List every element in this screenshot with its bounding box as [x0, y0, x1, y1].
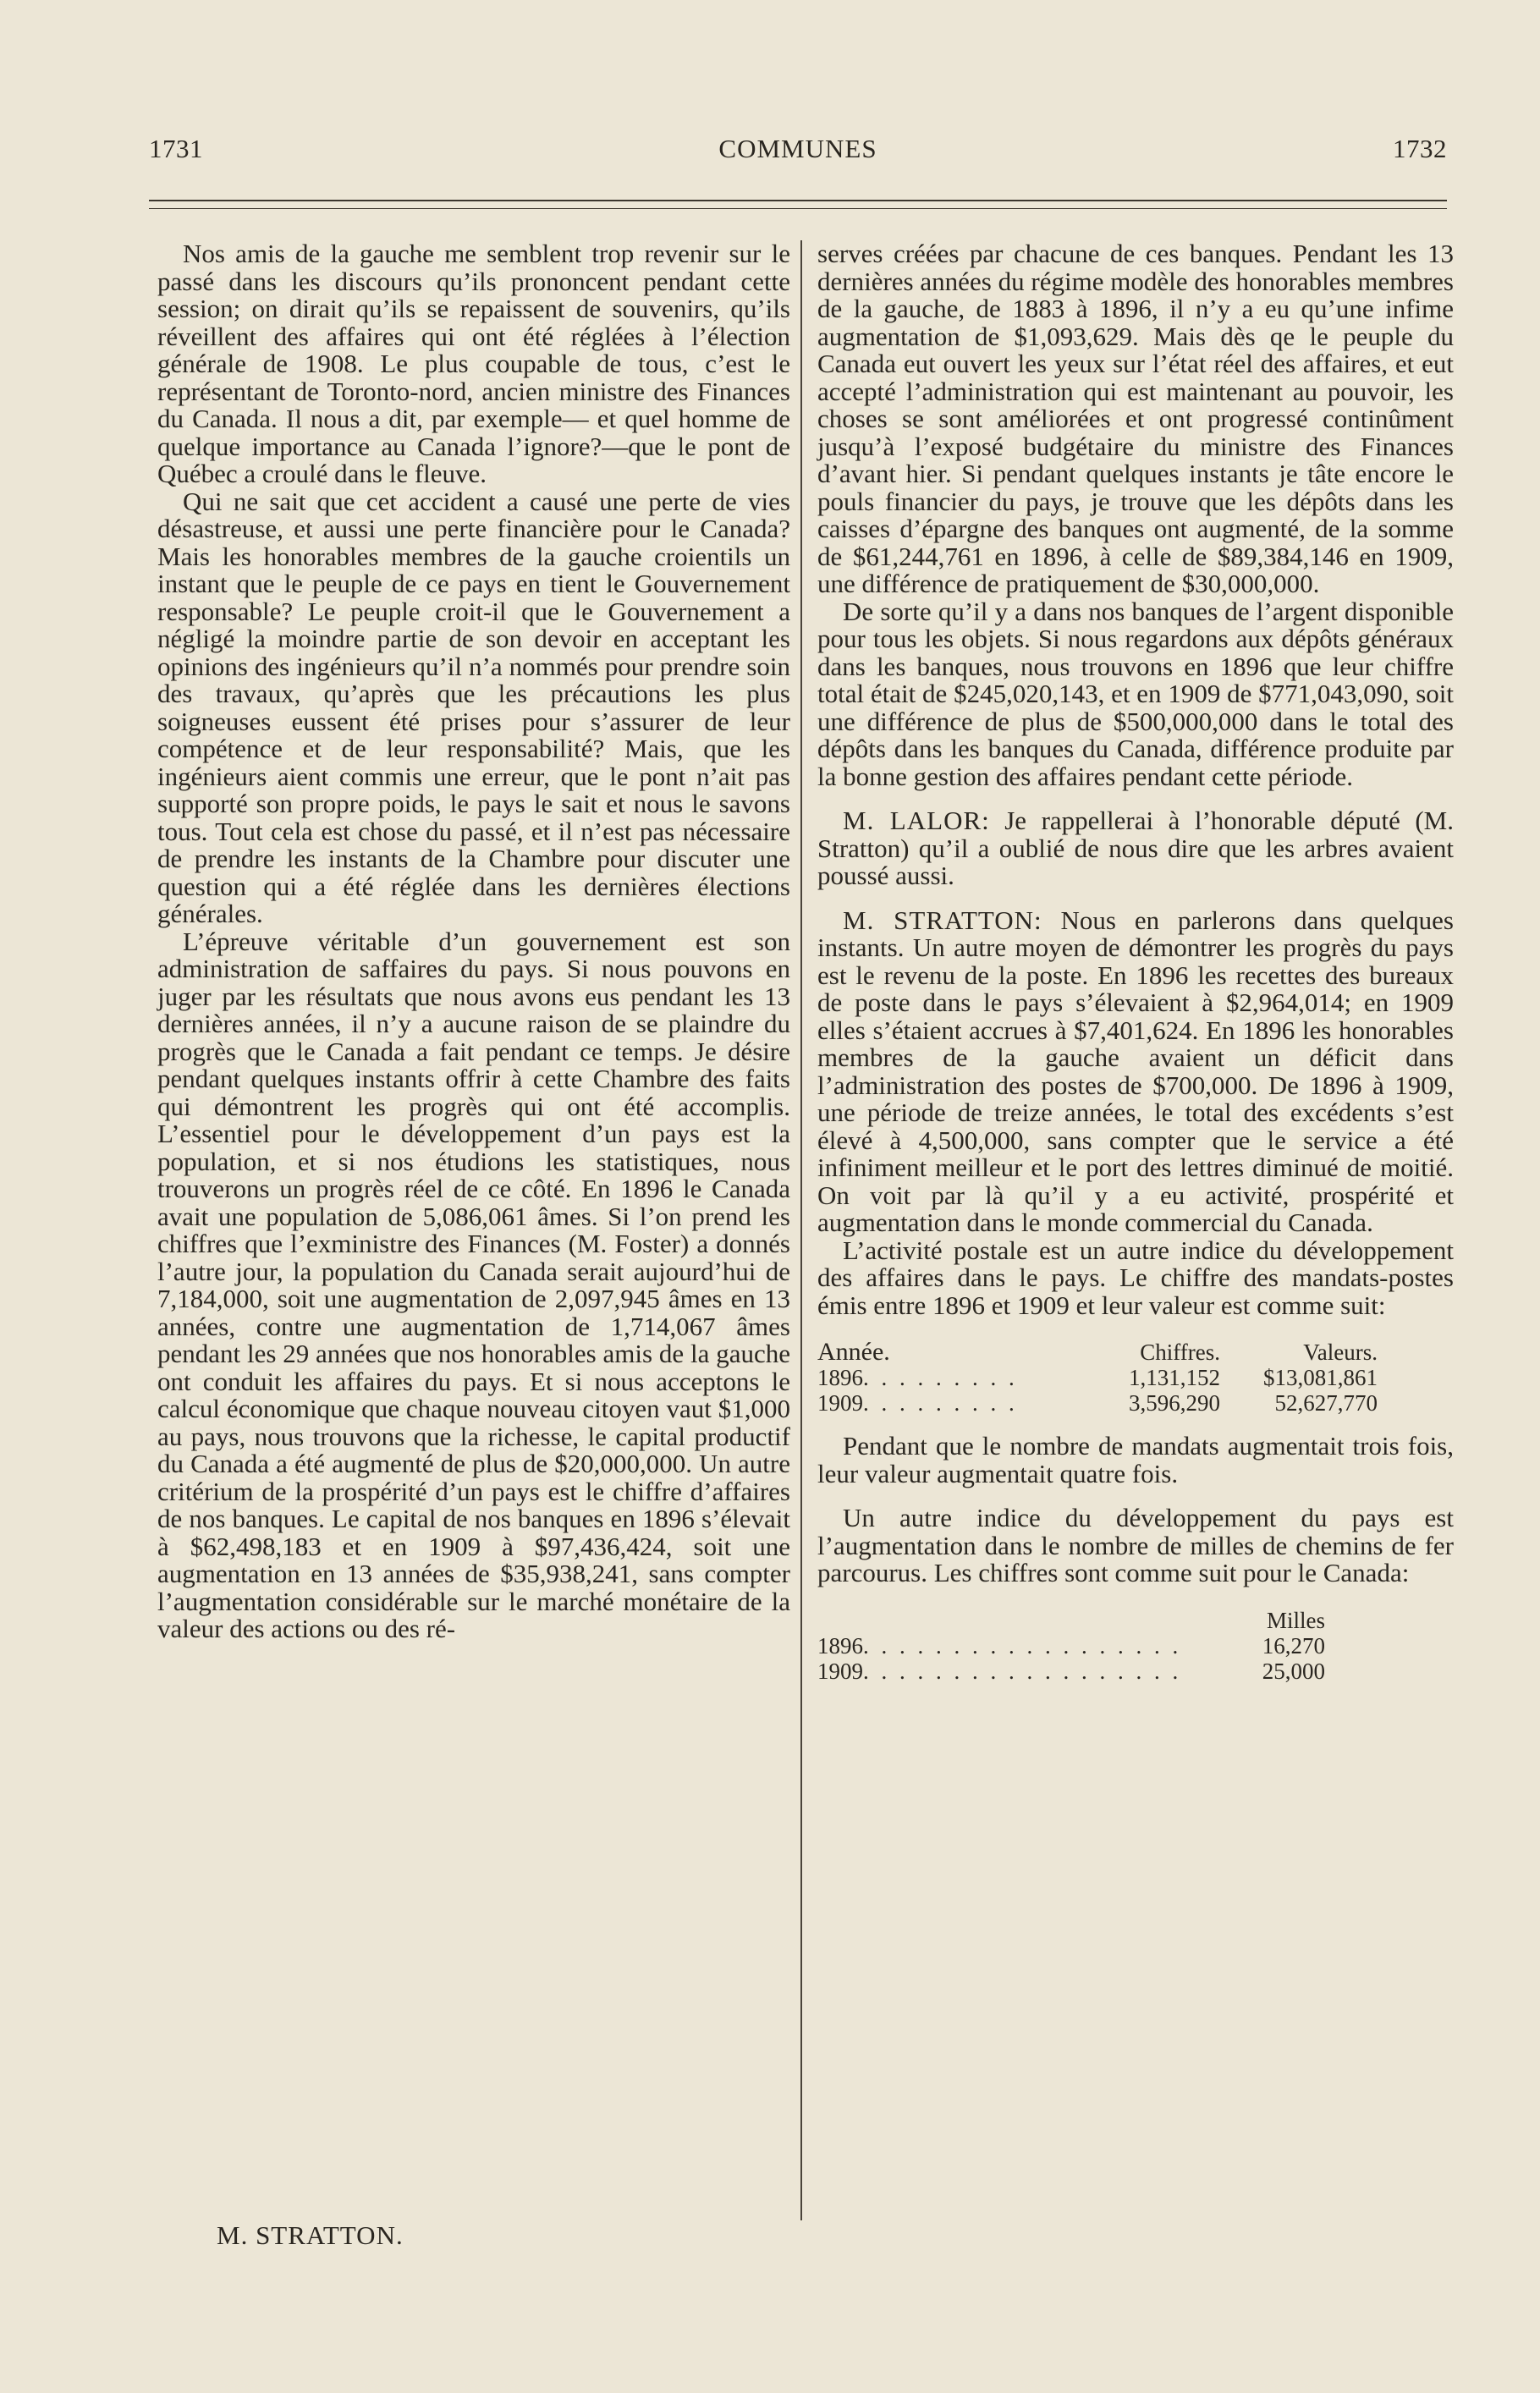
- header-rule: [149, 200, 1447, 201]
- speech-text: Je rappellerai à l’honorable député (M. Stratton) qu’il a oublié de nous dire que les arbres avaient poussé aussi.: [817, 806, 1455, 890]
- year-cell: 1896: [817, 1632, 863, 1659]
- speaker-name: M. STRATTON:: [843, 905, 1042, 935]
- row-label: [817, 1365, 1112, 1390]
- leader-dots: . . . . . . . . .: [863, 1390, 1018, 1416]
- value-cell: 16,270: [1262, 1632, 1325, 1659]
- paragraph: De sorte qu’il y a dans nos banques de l’argent disponible pour tous les objets. Si nous regardons aux dépôts généraux dans les banques, nous trouvons en 1896 que leur chiffre total était de $245,020,143, et en 1909 de $771,043,090, soit une différence de plus de $500,000,000 dans le total des dépôts dans les banques du Canada, différence produite par la bonne gestion des affaires pendant cette période.: [817, 596, 1454, 791]
- column-header: Milles: [1266, 1607, 1325, 1633]
- column-divider: [800, 240, 802, 2220]
- speech-stratton: [817, 907, 1454, 1237]
- right-column: [817, 240, 1454, 1701]
- leader-dots: . . . . . . . . . . . . . . . . . .: [863, 1632, 1182, 1659]
- speech-lalor: [817, 807, 1454, 890]
- value-cell: 25,000: [1262, 1658, 1325, 1684]
- page-number-left: 1731: [149, 134, 203, 163]
- paragraph: Pendant que le nombre de mandats augmentait trois fois, leur valeur augmentait quatre fois.: [817, 1431, 1454, 1488]
- paragraph: serves créées par chacune de ces banques. Pendant les 13 dernières années du régime modèle des honorables membres de la gauche, de 1883 à 1896, il n’y a eu qu’une infime augmentation de $1,093,629. Mais dès qe le peuple du Canada eut ouvert les yeux sur l’état réel des affaires, et eut accepté l’administration qui est maintenant au pouvoir, les choses se sont améliorées et ont progressé continûment jusqu’à l’exposé budgétaire du ministre des Finances d’avant hier. Si pendant quelques instants je tâte encore le pouls financier du pays, je trouve que les dépôts dans les caisses d’épargne des banques ont augmenté, de la somme de $61,244,761 en 1896, à celle de $89,384,146 en 1909, une différence de pratiquement de $30,000,000.: [817, 239, 1454, 598]
- speaker-signature: M. STRATTON.: [217, 2220, 404, 2250]
- column-header: Valeurs.: [1303, 1340, 1378, 1365]
- money-orders-table: [817, 1340, 1378, 1416]
- column-header: Année.: [817, 1338, 890, 1366]
- leader-dots: . . . . . . . . .: [863, 1365, 1018, 1390]
- table-header-row: [817, 1340, 1378, 1365]
- paragraph: Qui ne sait que cet accident a causé une perte de vies désastreuse, et aussi une perte financière pour le Canada? Mais les honorables membres de la gauche croientils un instant que le peuple de ce pays en tient le Gouvernement responsable? Le peuple croit-il que le Gouvernement a négligé la moindre partie de son devoir en acceptant les opinions des ingénieurs qu’il n’a nommés pour prendre soin des travaux, qu’après que les précautions les plus soigneuses eussent été prises pour s’assurer de leur compétence et de leur responsabilité? Mais, que les ingénieurs aient commis une erreur, que le pont n’ait pas supporté son propre poids, le pays le sait et nous le savons tous. Tout cela est chose du passé, et il n’est pas nécessaire de prendre les instants de la Chambre pour discuter une question qui a été réglée dans les dernières élections générales.: [157, 486, 790, 928]
- speech-text: Nous en parlerons dans quelques instants. Un autre moyen de démontrer les progrès du pays est le revenu de la poste. En 1896 les recettes des bureaux de poste dans le pays s’élevaient à $2,964,014; en 1909 elles s’étaient accrues à $7,401,624. En 1896 les honorables membres de la gauche avaient un déficit dans l’administration des postes de $700,000. De 1896 à 1909, une période de treize années, le total des excédents s’est élevé à 4,500,000, sans compter que le service a été infiniment meilleur et le port des lettres diminué de moitié. On voit par là qu’il y a eu activité, prospérité et augmentation dans le monde commercial du Canada.: [817, 905, 1454, 1237]
- page-number-right: 1732: [1393, 134, 1447, 163]
- table-header-row: [817, 1608, 1325, 1633]
- row-label: [817, 1633, 1249, 1659]
- year-cell: 1896: [817, 1365, 863, 1390]
- year-cell: 1909: [817, 1658, 863, 1684]
- column-header: Chiffres.: [1140, 1340, 1220, 1365]
- year-cell: 1909: [817, 1390, 863, 1416]
- left-column: [157, 240, 790, 1643]
- speaker-name: M. LALOR:: [843, 806, 990, 835]
- count-cell: 1,131,152: [1129, 1365, 1220, 1390]
- table-row: [817, 1633, 1325, 1659]
- value-cell: $13,081,861: [1263, 1365, 1378, 1390]
- table-row: [817, 1390, 1378, 1416]
- count-cell: 3,596,290: [1129, 1390, 1220, 1416]
- running-title: COMMUNES: [718, 134, 877, 163]
- leader-dots: . . . . . . . . . . . . . . . . . .: [863, 1658, 1182, 1684]
- table-row: [817, 1659, 1325, 1684]
- table-row: [817, 1365, 1378, 1390]
- value-cell: 52,627,770: [1274, 1390, 1378, 1416]
- page-header: [149, 134, 1447, 176]
- row-label: [817, 1390, 1112, 1416]
- header-rule-thin: [149, 208, 1447, 209]
- paragraph: L’épreuve véritable d’un gouvernement est son administration de saffaires du pays. Si nous pouvons en juger par les résultats que nous avons eus pendant les 13 dernières années, il n’y a aucune raison de se plaindre du progrès que le Canada a fait pendant ce temps. Je désire pendant quelques instants offrir à cette Chambre des faits qui démontrent les progrès qui ont été accomplis. L’essentiel pour le développement d’un pays est la population, et si nos étudions les statistiques, nous trouverons un progrès réel de ce côté. En 1896 le Canada avait une population de 5,086,061 âmes. Si l’on prend les chiffres que l’exministre des Finances (M. Foster) a donnés l’autre jour, la population du Canada serait aujourd’hui de 7,184,000, soit une augmentation de 2,097,945 âmes en 13 années, contre une augmentation de 1,714,067 âmes pendant les 29 années que nos honorables amis de la gauche ont conduit les affaires du pays. Et si nous acceptons le calcul économique que chaque nouveau citoyen vaut $1,000 au pays, nous trouvons que la richesse, le capital productif du Canada a été augmenté de plus de $20,000,000. Un autre critérium de la prospérité d’un pays est le chiffre d’affaires de nos banques. Le capital de nos banques en 1896 s’élevait à $62,498,183 et en 1909 à $97,436,424, soit une augmentation en 13 années de $35,938,241, sans compter l’augmentation considérable sur le marché monétaire de la valeur des actions ou des ré-: [157, 926, 790, 1643]
- paragraph: Nos amis de la gauche me semblent trop revenir sur le passé dans les discours qu’ils prononcent pendant cette session; on dirait qu’ils se repaissent de souvenirs, qu’ils réveillent des affaires qui ont été réglées à l’élection générale de 1908. Le plus coupable de tous, c’est le représentant de Toronto-nord, ancien ministre des Finances du Canada. Il nous a dit, par exemple— et quel homme de quelque importance au Canada l’ignore?—que le pont de Québec a croulé dans le fleuve.: [157, 239, 790, 488]
- railway-miles-table: [817, 1608, 1325, 1684]
- paragraph: L’activité postale est un autre indice du développement des affaires dans le pays. Le chiffre des mandats-postes émis entre 1896 et 1909 et leur valeur est comme suit:: [817, 1235, 1454, 1320]
- row-label: [817, 1659, 1249, 1684]
- paragraph: Un autre indice du développement du pays est l’augmentation dans le nombre de milles de chemins de fer parcourus. Les chiffres sont comme suit pour le Canada:: [817, 1503, 1454, 1587]
